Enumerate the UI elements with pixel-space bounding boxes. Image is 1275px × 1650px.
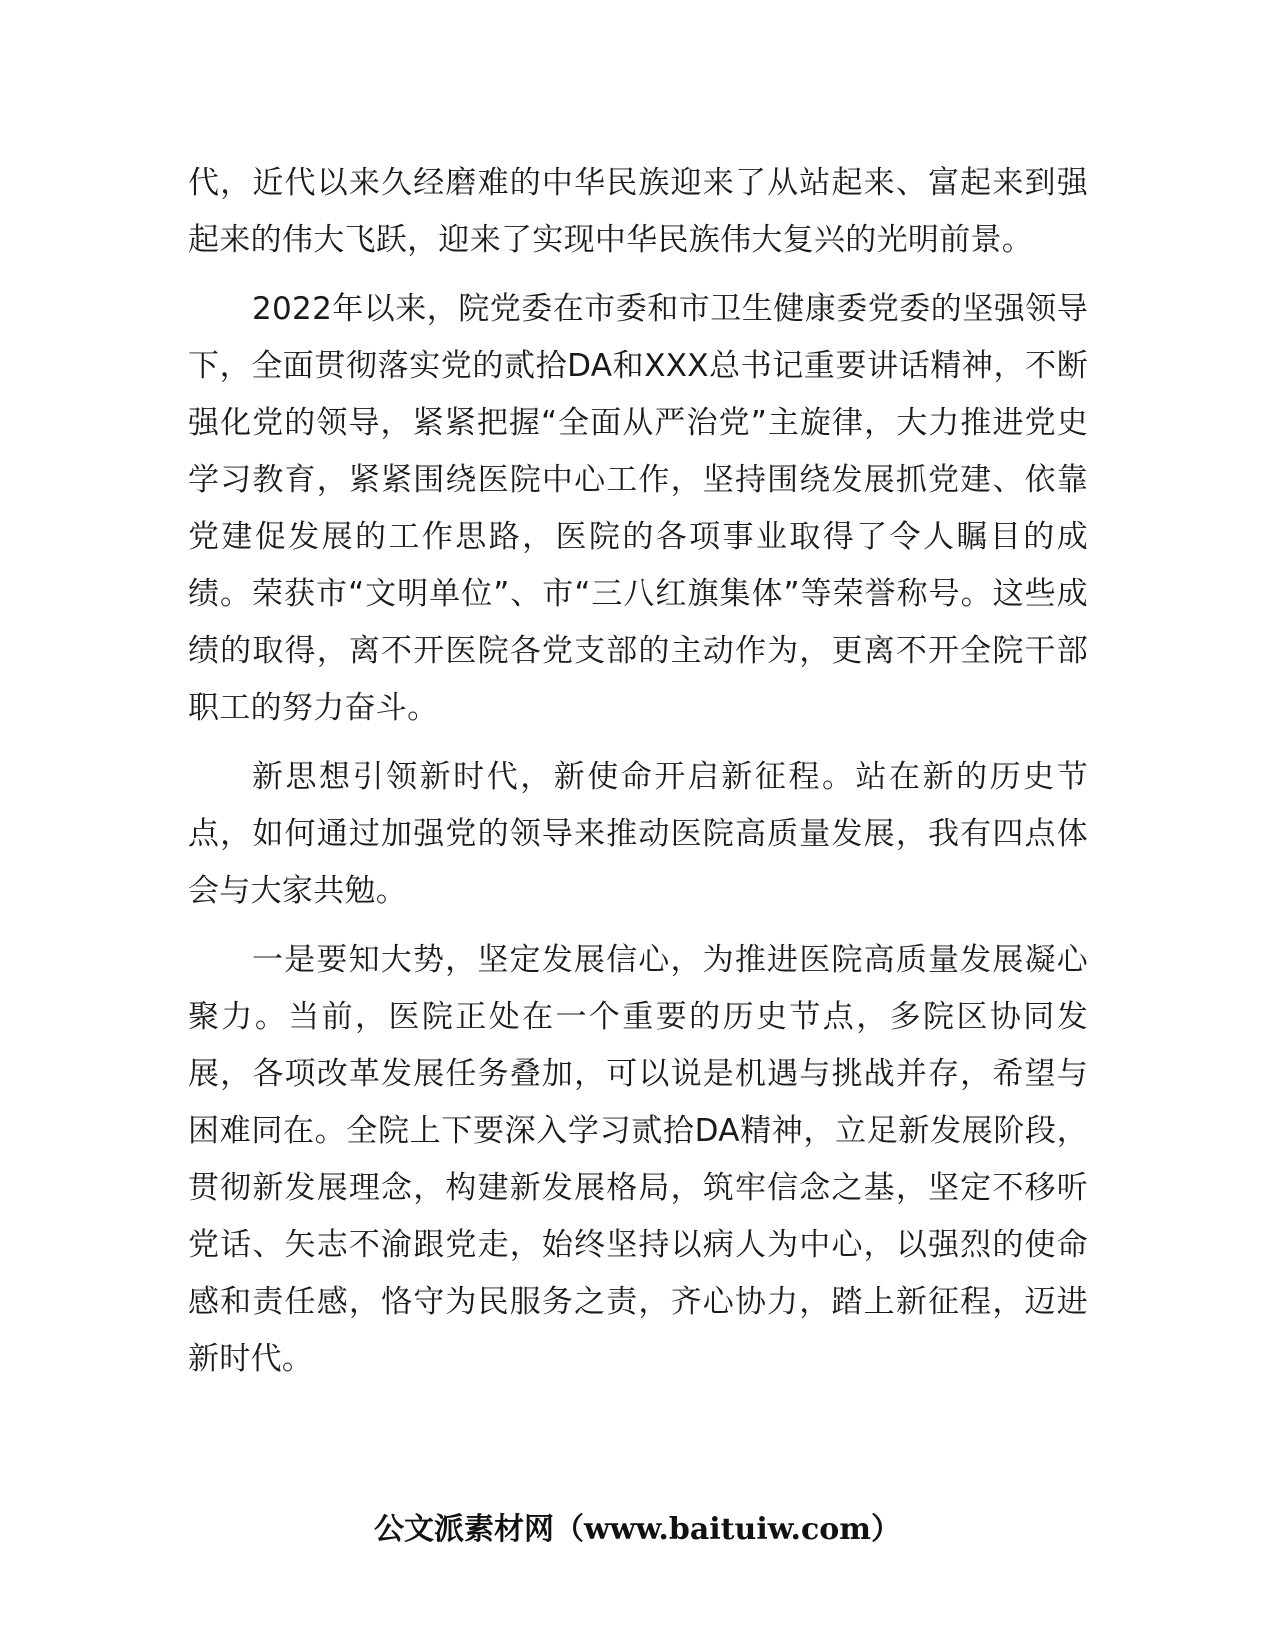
footer-watermark-text: 公文派素材网（www.baituiw.com） bbox=[373, 1512, 902, 1547]
paragraph-2: 2022年以来，院党委在市委和市卫生健康委党委的坚强领导下，全面贯彻落实党的贰拾DA和XXX总书记重要讲话精神，不断强化党的领导，紧紧把握“全面从严治党”主旋律，大力推进党史学习教育，紧紧围绕医院中心工作，坚持围绕发展抓党建、依靠党建促发展的工作思路，医院的各项事业取得了令人瞩目的成绩。荣获市“文明单位”、市“三八红旗集体”等荣誉称号。这些成绩的取得，离不开医院各党支部的主动作为，更离不开全院干部职工的努力奋斗。 bbox=[188, 291, 1088, 726]
document-body bbox=[188, 155, 1088, 1388]
paragraph-1: 代，近代以来久经磨难的中华民族迎来了从站起来、富起来到强起来的伟大飞跃，迎来了实现中华民族伟大复兴的光明前景。 bbox=[188, 165, 1088, 258]
paragraph-4: 一是要知大势，坚定发展信心，为推进医院高质量发展凝心聚力。当前，医院正处在一个重要的历史节点，多院区协同发展，各项改革发展任务叠加，可以说是机遇与挑战并存，希望与困难同在。全院上下要深入学习贰拾DA精神，立足新发展阶段，贯彻新发展理念，构建新发展格局，筑牢信念之基，坚定不移听党话、矢志不渝跟党走，始终坚持以病人为中心，以强烈的使命感和责任感，恪守为民服务之责，齐心协力，踏上新征程，迈进新时代。 bbox=[188, 942, 1088, 1377]
paragraph-3: 新思想引领新时代，新使命开启新征程。站在新的历史节点，如何通过加强党的领导来推动医院高质量发展，我有四点体会与大家共勉。 bbox=[188, 759, 1088, 909]
